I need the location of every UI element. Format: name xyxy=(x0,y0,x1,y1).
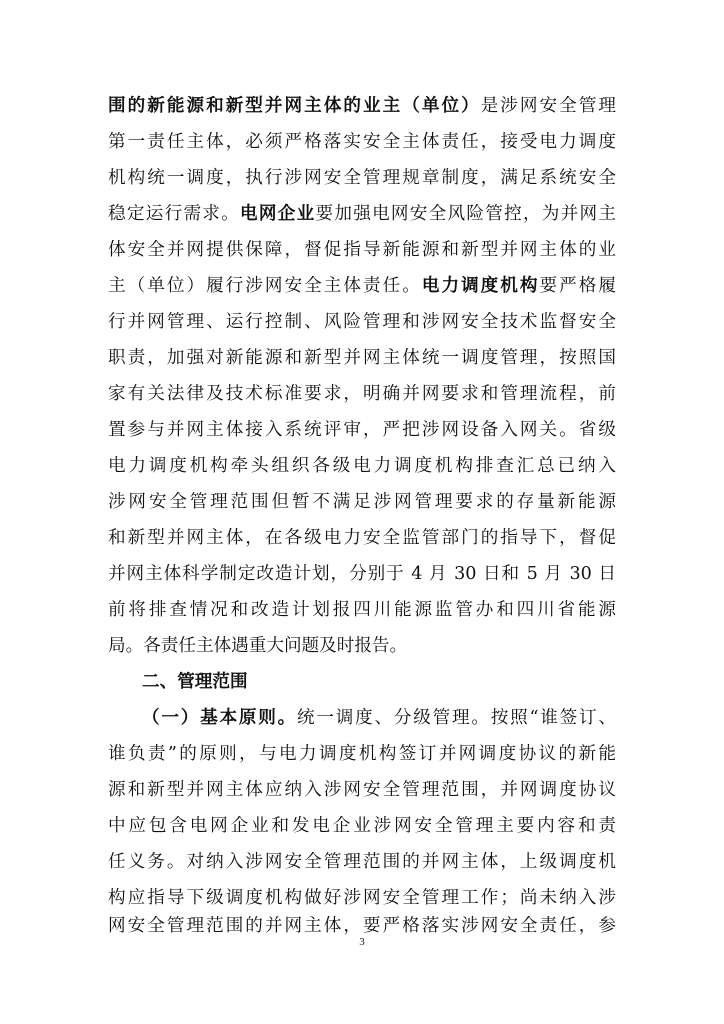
text-line: 网安全管理范围的并网主体，要严格落实涉网安全责任，参 xyxy=(108,916,616,936)
text-run: 要加强电网安全风险管控，为并网主 xyxy=(315,204,616,224)
text-line: 电力调度机构牵头组织各级电力调度机构排查汇总已纳入 xyxy=(108,456,616,476)
text-line: 构应指导下级调度机构做好涉网安全管理工作；尚未纳入涉 xyxy=(108,888,616,908)
text-line: 源和新型并网主体应纳入涉网安全管理范围，并网调度协议 xyxy=(108,780,616,800)
text-line: 涉网安全管理范围但暂不满足涉网管理要求的存量新能源 xyxy=(108,492,616,512)
text-line: 机构统一调度，执行涉网安全管理规章制度，满足系统安全 xyxy=(108,168,616,188)
text-line xyxy=(142,700,616,736)
text-line: 谁负责”的原则，与电力调度机构签订并网调度协议的新能 xyxy=(108,744,616,764)
text-line: 家有关法律及技术标准要求，明确并网要求和管理流程，前 xyxy=(108,384,616,404)
text-line: 局。各责任主体遇重大问题及时报告。 xyxy=(108,636,408,656)
text-line: 置参与并网主体接入系统评审，严把涉网设备入网关。省级 xyxy=(108,420,616,440)
bold-phrase: （一）基本原则。 xyxy=(142,708,297,728)
text-line: 任义务。对纳入涉网安全管理范围的并网主体，上级调度机 xyxy=(108,852,616,872)
text-line: 职责，加强对新能源和新型并网主体统一调度管理，按照国 xyxy=(108,348,616,368)
text-line: 行并网管理、运行控制、风险管理和涉网安全技术监督安全 xyxy=(108,312,616,332)
text-line xyxy=(108,268,616,304)
text-run: 主（单位）履行涉网安全主体责任。 xyxy=(108,276,422,296)
bold-phrase: 电网企业 xyxy=(240,204,316,224)
text-run: 统一调度、分级管理。按照“谁签订、 xyxy=(297,708,616,728)
bold-phrase: 围的新能源和新型并网主体的业主（单位） xyxy=(108,96,481,116)
text-line xyxy=(108,196,616,232)
text-line: 第一责任主体，必须严格落实安全主体责任，接受电力调度 xyxy=(108,132,616,152)
text-line: 前将排查情况和改造计划报四川能源监管办和四川省能源 xyxy=(108,600,616,620)
page-number: 3 xyxy=(359,936,365,948)
text-line: 体安全并网提供保障，督促指导新能源和新型并网主体的业 xyxy=(108,240,616,260)
bold-phrase: 电力调度机构 xyxy=(421,276,540,296)
text-run: 要严格履 xyxy=(539,276,616,296)
text-line xyxy=(108,88,616,124)
text-run: 稳定运行需求。 xyxy=(108,204,241,224)
section-heading: 二、管理范围 xyxy=(142,672,248,692)
text-line: 和新型并网主体，在各级电力安全监管部门的指导下，督促 xyxy=(108,528,616,548)
text-line: 并网主体科学制定改造计划，分别于 4 月 30 日和 5 月 30 日 xyxy=(108,564,616,584)
text-run: 是涉网安全管理 xyxy=(480,96,616,116)
text-line: 中应包含电网企业和发电企业涉网安全管理主要内容和责 xyxy=(108,816,616,836)
